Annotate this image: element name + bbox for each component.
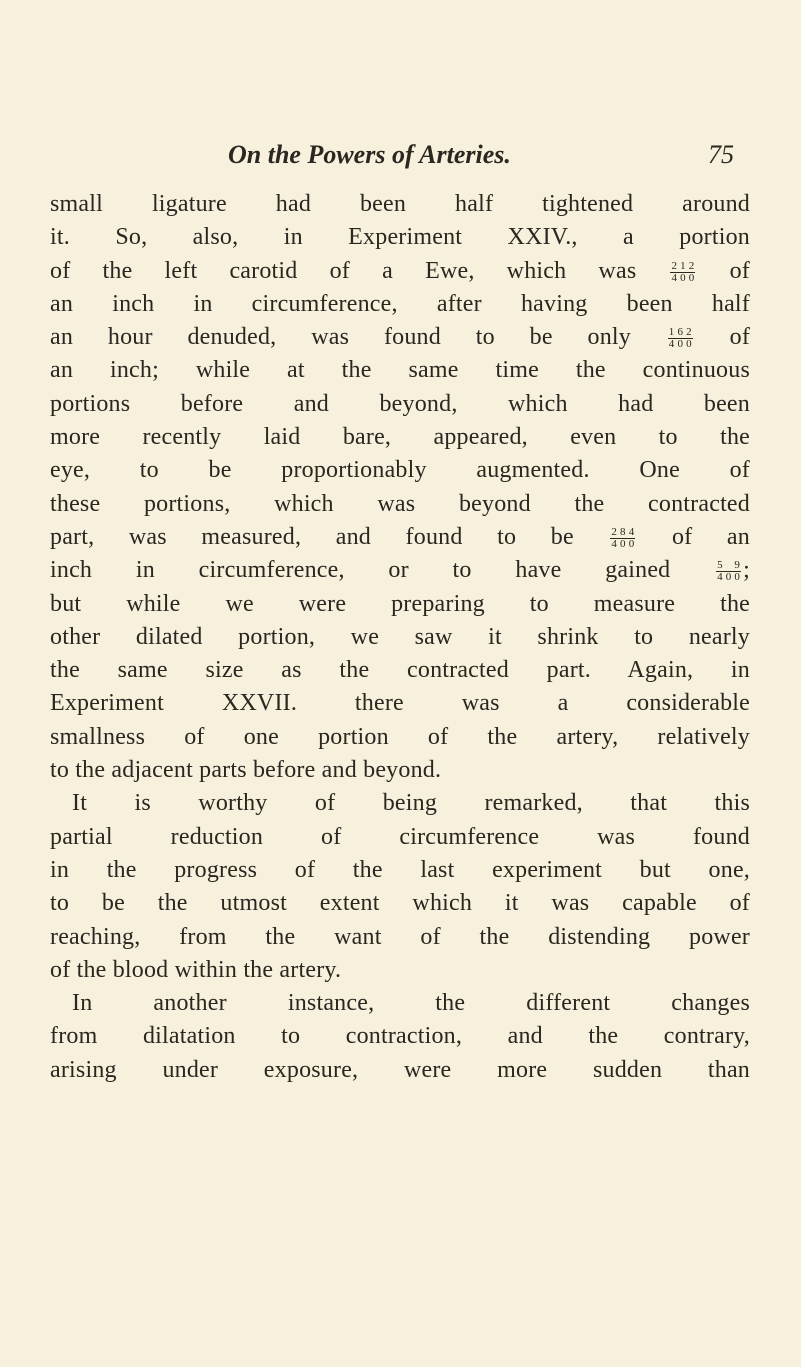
text-line: Experiment XXVII. there was a considerable (50, 690, 750, 717)
body-text (50, 188, 750, 1087)
text-line: of the blood within the artery. (50, 956, 342, 983)
fraction: $\frac{5 9}{4 0 0}$ (717, 559, 741, 584)
text-line: of the left carotid of a Ewe, which was $\frac{2 1 2}{4 0 0}$ of (50, 257, 750, 284)
text-line: to be the utmost extent which it was capable of (50, 890, 750, 917)
text-line: an inch in circumference, after having been half (50, 290, 750, 317)
running-head (0, 140, 801, 180)
text-line: inch in circumference, or to have gained $\frac{5 9}{4 0 0}$ ; (50, 557, 750, 584)
text-line: the same size as the contracted part. Again, in (50, 657, 750, 684)
text-line: reaching, from the want of the distending power (50, 923, 750, 950)
fraction: $\frac{1 6 2}{4 0 0}$ (668, 326, 692, 351)
text-line: It is worthy of being remarked, that this (72, 790, 750, 817)
text-line: it. So, also, in Experiment XXIV., a portion (50, 224, 750, 251)
text-line: these portions, which was beyond the contracted (50, 490, 750, 517)
text-line: eye, to be proportionably augmented. One of (50, 457, 750, 484)
running-title: On the Powers of Arteries. (228, 140, 511, 169)
text-line: partial reduction of circumference was found (50, 823, 750, 850)
text-line: more recently laid bare, appeared, even to the (50, 424, 750, 451)
text-line: part, was measured, and found to be $\frac{2 8 4}{4 0 0}$ of an (50, 523, 750, 550)
text-line: but while we were preparing to measure the (50, 590, 750, 617)
page-number: 75 (708, 140, 734, 169)
text-line: other dilated portion, we saw it shrink to nearly (50, 623, 750, 650)
text-line: In another instance, the different changes (72, 990, 750, 1017)
text-line: from dilatation to contraction, and the contrary, (50, 1023, 750, 1050)
fraction: $\frac{2 1 2}{4 0 0}$ (671, 259, 695, 284)
text-line: an hour denuded, was found to be only $\frac{1 6 2}{4 0 0}$ of (50, 324, 751, 351)
text-line: small ligature had been half tightened around (50, 191, 750, 217)
text-line: smallness of one portion of the artery, relatively (50, 723, 750, 750)
fraction: $\frac{2 8 4}{4 0 0}$ (611, 525, 635, 550)
text-line: in the progress of the last experiment but one, (50, 856, 750, 883)
text-line: an inch; while at the same time the continuous (50, 357, 750, 384)
text-line: to the adjacent parts before and beyond. (50, 757, 442, 784)
text-line: portions before and beyond, which had been (50, 390, 750, 417)
text-line: arising under exposure, were more sudden than (50, 1056, 750, 1083)
